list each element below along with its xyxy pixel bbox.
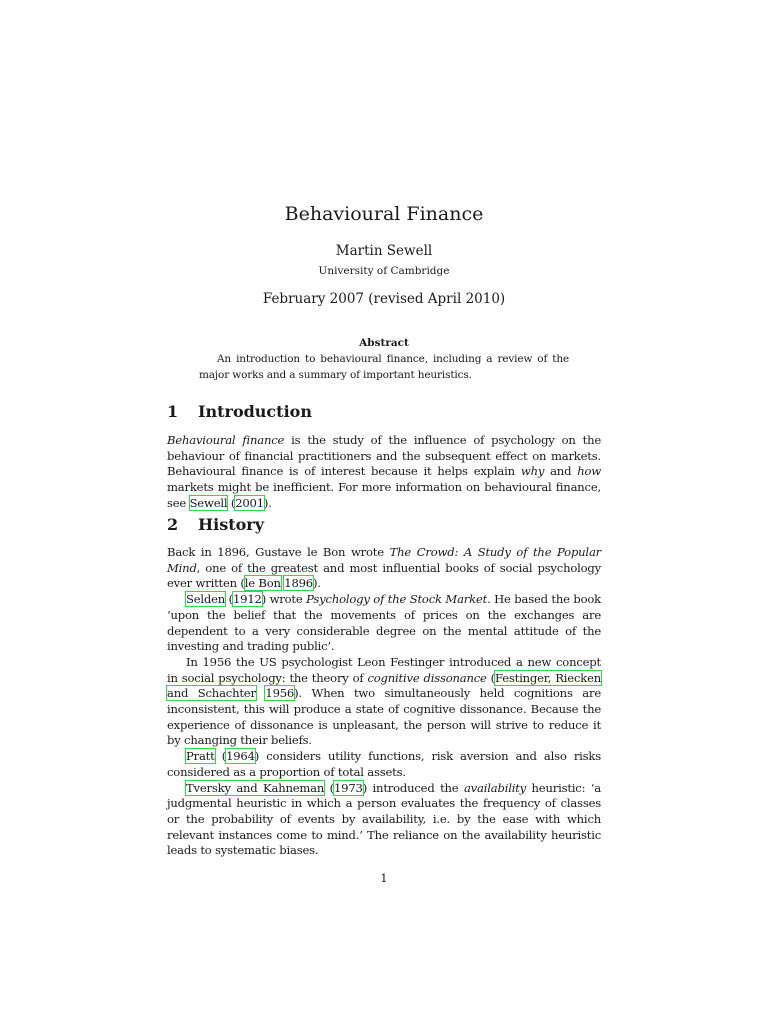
emphasis-text: why [520, 464, 545, 479]
author-name: Martin Sewell [335, 243, 433, 259]
paragraph-text: ( [227, 495, 236, 510]
paragraph-text: ( [324, 780, 334, 795]
citation-link[interactable]: Pratt [186, 749, 215, 764]
paragraph-text: Back in 1896, Gustave le Bon wrote [167, 545, 390, 559]
emphasis-text: Behavioural finance [167, 433, 285, 447]
emphasis-text: availability [463, 780, 527, 795]
author-affiliation: University of Cambridge [318, 265, 450, 277]
citation-link[interactable]: 1956 [265, 686, 295, 701]
paragraph [167, 781, 601, 860]
section-number: 1 [167, 402, 179, 421]
section-body-introduction [167, 433, 601, 512]
citation-link[interactable]: 1964 [226, 749, 255, 764]
abstract-body [199, 352, 569, 383]
paragraph-text: ) wrote [261, 592, 307, 607]
section-number: 2 [167, 515, 179, 534]
paragraph-text: ). [312, 576, 321, 591]
paragraph-text: is the study of the influence of psychology on the behaviour of financial practitioners and the subsequent effect on markets. Behavioural finance is of interest because it helps explain [167, 433, 601, 479]
paragraph [167, 749, 601, 780]
section-title: History [198, 515, 264, 534]
paragraph-text: ) considers utility functions, risk aversion and also risks considered as a proportion of total assets. [167, 749, 601, 779]
citation-link[interactable]: Festinger, Riecken and Schachter [167, 670, 601, 701]
paragraph-text: and [544, 464, 578, 479]
citation-link[interactable]: 1973 [334, 780, 363, 795]
paragraph-text: ). When two simultaneously held cognitions are inconsistent, this will produce a state of cognitive dissonance. Because the experience of dissonance is unpleasant, the person will strive to reduce it by changing their beliefs. [167, 686, 601, 748]
citation-link[interactable]: Selden [186, 592, 226, 607]
citation-link[interactable]: Tversky and Kahneman [186, 780, 325, 795]
paragraph-text: ) introduced the [362, 780, 464, 795]
emphasis-text: Psychology of the Stock Market [306, 592, 488, 607]
abstract-text: An introduction to behavioural finance, including a review of the major works and a summary of important heuristics. [199, 353, 569, 381]
paper-title: Behavioural Finance [284, 203, 484, 225]
paragraph-text: ( [214, 749, 227, 764]
paragraph [167, 592, 601, 655]
paragraph-text: , one of the greatest and most influential books of social psychology ever written ( [167, 560, 601, 591]
paragraph-text: markets might be inefficient. For more information on behavioural finance, see [167, 480, 601, 510]
citation-link[interactable]: 1912 [232, 592, 262, 607]
section-heading-introduction [167, 401, 601, 423]
paragraph-text: ). [263, 495, 272, 510]
paragraph [167, 433, 601, 512]
citation-link[interactable]: le Bon [244, 576, 281, 591]
section-body-history [167, 545, 601, 859]
paragraph-text: ( [486, 670, 495, 685]
paragraph-text: ( [225, 592, 233, 607]
emphasis-text: The Crowd: A Study of the Popular Mind [167, 545, 601, 575]
page-number: 1 [380, 871, 388, 885]
paragraph-text [256, 686, 266, 700]
paragraph-text: . He based the book ‘upon the belief that the movements of prices on the exchanges are dependent to a very considerable degree on the mental attitude of the investing and trading public’. [167, 592, 602, 654]
emphasis-text: how [577, 464, 601, 479]
citation-link[interactable]: 2001 [235, 495, 264, 510]
paragraph [167, 655, 601, 749]
paragraph-text: In 1956 the US psychologist Leon Festinger introduced a new concept in social psychology: the theory of [167, 654, 601, 685]
citation-link[interactable]: Sewell [189, 495, 228, 510]
section-heading-history [167, 514, 601, 536]
paragraph [167, 545, 601, 592]
section-title: Introduction [198, 402, 312, 421]
paragraph-text: heuristic: ‘a judgmental heuristic in which a person evaluates the frequency of classes or the probability of events by availability, i.e. by the ease with which relevant instances come to mind.’ The reliance on the availability heuristic leads to systematic biases. [167, 780, 601, 858]
abstract-heading: Abstract [359, 337, 409, 349]
emphasis-text: cognitive dissonance [367, 670, 487, 685]
publication-date: February 2007 (revised April 2010) [262, 291, 506, 307]
citation-link[interactable]: 1896 [284, 576, 313, 591]
